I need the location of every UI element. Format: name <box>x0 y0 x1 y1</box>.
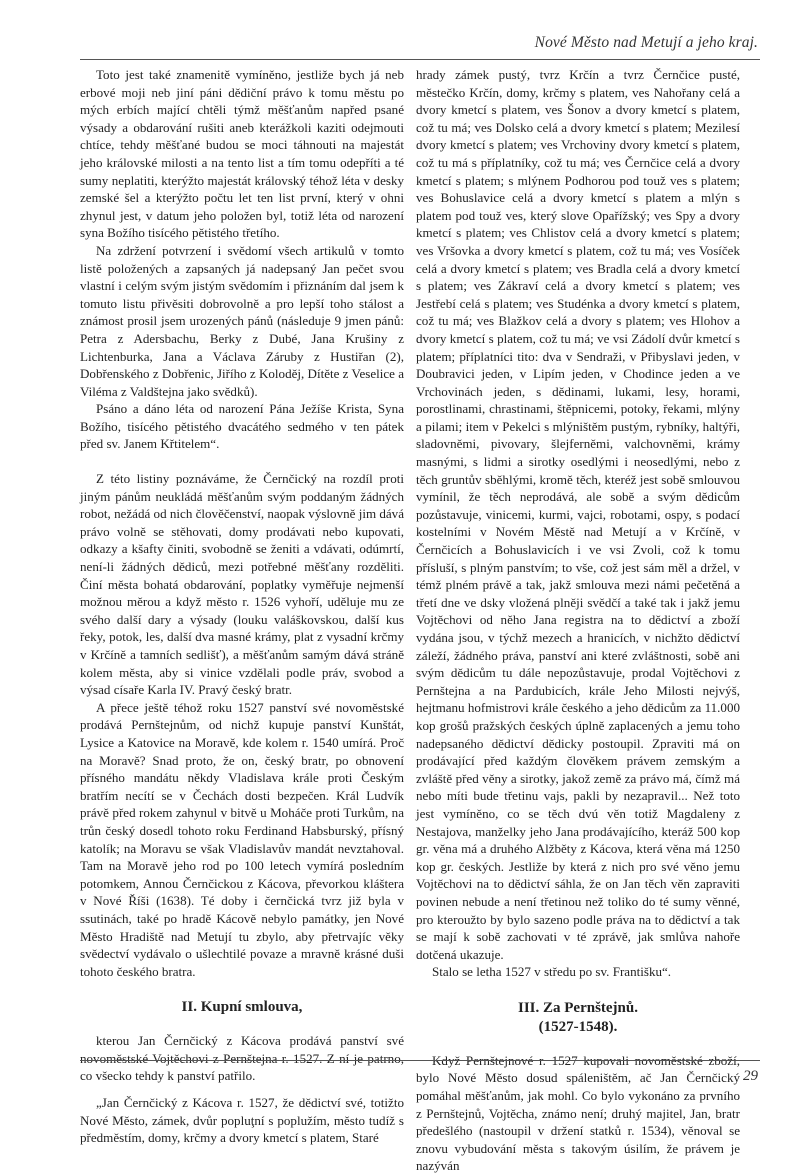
section-title-kupni-smlouva: II. Kupní smlouva, <box>181 999 303 1016</box>
left-column <box>80 66 405 1146</box>
paragraph-gap <box>80 1085 404 1094</box>
paragraph-gap <box>80 453 404 470</box>
section-title-za-pernstejnu <box>416 999 740 1037</box>
footer-divider <box>80 1060 760 1061</box>
paragraph-dating: Psáno a dáno léta od narození Pána Ježíše Krista, Syna Božího, tisícého pětistého dvacátého sedmého v ten pátek před sv. Janem Křtitelem“. <box>80 401 404 452</box>
paragraph-sale-to-pernstejn: A přece ještě téhož roku 1527 panství své novoměstské prodává Pernštejnům, od nichž kupuje panství Kunštát, Lysice a Katovice na Moravě, kde kolem r. 1540 umírá. Proč na Moravě? Snad proto, že on, český bratr, po obnovení přísného mandátu někdy Vladislava krále proti Českým bratřím necítí se v Čechách dosti bezpečen. Král Ludvík právě před rokem zahynul v bitvě u Moháče proti Turkům, na trůn český dosedl tohoto roku Ferdinand Habsburský, přísný katolík; na Moravu se však Vladislavův mandát nevztahoval. Tam na Moravě jeho rod po 100 letech vymírá posledním potomkem, Annou Černčickou z Kácova, převorkou kláštera v Nové Říši (1638). Té doby i černčická tvrz již byla v ssutinách, také po hradě Kácově nebylo památky, jen Nové Město Hradiště nad Metují tu zbylo, aby přetrvajíc věky svědectví vydávalo o ušlechtilé povaze a mravně krásné duši tohoto českého bratra. <box>80 699 404 979</box>
paragraph-seal-witnesses: Na zdržení potvrzení i svědomí všech artikulů v tomto listě položených a zapsaných já nadepsaný Jan pečet svou vlastní i celým svým jistým svědomím i přiznáním dal jsem k tomuto listu přivěsiti dobrovolně a pro lepší toho stálost a známost prosil jsem urozených pánů (následuje 9 jmen pánů: Petra z Adersbachu, Berky z Dubé, Jana Krušiny z Lichtenburka, Jana a Václava Záruby z Hustiřan (2), Dobřenského z Dobřenic, Jiřího z Koloděj, Dítěte z Veselice a Viléma z Valdštejna jako svědků). <box>80 242 405 399</box>
paragraph-contract-date: Stalo se letha 1527 v středu po sv. Františku“. <box>432 964 672 980</box>
paragraph-pernstejn-era: Když Pernštejnové r. 1527 kupovali novoměstské zboží, bylo Nové Město dosud spáleništěm, ač Jan Černčický pomáhal měšťanům, jak mohl. Co bylo vykonáno za prvního z Pernštejnů, Vojtěcha, známo není; druhý majitel, Jan, bratr předešlého (nastoupil v držení statků r. 1534), věnoval se znovu vybudování města s takovým úsilím, že právem je nazýván <box>416 1052 740 1174</box>
section-title-text: III. Za Pernštejnů. <box>517 999 638 1016</box>
paragraph-commentary: Z této listiny poznáváme, že Černčický na rozdíl proti jiným pánům neukládá měšťanům svým poddaným žádných robot, nežádá od nich člověčenství, naopak výslovně jim dává právo volně se stěhovati, domy prodávati nebo kupovati, odkazy a kšafty činiti, svobodně se ženiti a vdávati, odúmrtí, není-li žádných dědiců, mezi potřebné měšťany rozděliti. Činí města bohatá obdarování, poplatky vyměřuje nejmenší možnou měrou a když město r. 1526 vyhoří, uděluje mu ze svého další dary a výsady (louku valáškovskou, další kus řeky, potok, les, další dva masné krámy, plat z vysadní krčmy v Krčíně a tamních sedlišť), a měšťanům samým dává stráně kolem města, aby si vinice vzdělali podle práv, svobod a výsad císaře Karla IV. Pravý český bratr. <box>80 471 404 698</box>
paragraph-contract-quote-continued: hrady zámek pustý, tvrz Krčín a tvrz Černčice pusté, městečko Krčín, domy, krčmy s platem, ves Nahořany celá a dvory kmetcí s platem, ves Šonov a dvory kmetcí s platem, což tu má; ves Dolsko celá a dvory kmetcí s platem; Mezilesí dvory kmetcí s platem; ves Vrchoviny dvory kmetcí s platem, což tu má s příplatníky, což tu má; ves Černčice celá a dvory kmetcí s platem; s mlýnem Podhorou pod touž ves s platem; ves Bohuslavice celá a dvory kmetcí s platem a mlýn s platem pod touž ves, který slove Opařížský; ves Spy a dvory kmetcí s platem; ves Chlistov celá a dvory kmetcí s platem; ves Vršovka a dvory kmetcí s platem, což tu má; ves Vosíček celá a dvory kmetcí s platem; ves Bradla celá a dvory kmetcí s platem; ves Zákraví celá a dvory kmetcí s platem; ves Jestřebí celá s platem; ves Studénka a dvory kmetcí s platem, což tu má; ves Blažkov celá a dvory s platem; ves Hlohov a dvory kmetcí s platem, což tu má; ve vsi Zádolí dvůr kmetcí s platem; příplatníci tito: dva v Sendraži, v Přibyslavi jeden, v Doubravici jeden, v Lipím jeden, v Chodince jeden a ve Vrchovinách jeden, s dědinami, lukami, lesy, horami, porostlinami, chrastinami, štěpnicemi, potoky, řekami, mlýny a pilami; item v Pekelci s mlýništěm pustým, rybníky, haltýři, sladovněmi, pivovary, šlejferněmi, valchovněmi, krámy masnými, s lidmi a sirotky osedlými i neosedlými, nebo z těch gruntův sběhlými, kromě těch, kteréž jest sobě smlouvou vymínil, že těch neprodává, ale sobě a svým dědicům pozůstavuje, vinicemi, kurmi, vajci, robotami, ospy, s podací kostelními v Novém Městě nad Metují a v Krčíně, v Černčicích a Bohuslavicích i ve vsi Zvoli, což k tomu přísluší, s plným panstvím; to vše, což jest sám měl a držel, v témž plném právě a tak, jakž smlouva mezi námi pečetěná a třetí dne ve dsky vložená plněji svědčí a také tak i jakž jemu Vojtěchovi od něho Jana registra na to dědictví a zboží vydána jsou, v týchž mezech a hranicích, v nichžto dědictví záleží, žádného práva, panství ani které zvláštnosti, sobě ani svým dědicům tu dále nepozůstavuje, prodal Vojtěchovi z Pernštejna a na Pardubicích, krále Jeho Milosti nejvýš, hejtmanu hofmistrovi krále českého a jeho dědicům za 11.000 kop grošů pražských českých úplně zaplacených a jemu toho nadepsaného dědictví dědicky postoupil. Zpraviti má on prodávající před každým člověkem právem zemským a zvláště před věny a sirotky, jakož země za právo má, čímž má nebo míti bude třetinu vajs, pakli by nezapravil... Než toto jest vymíněno, co se těch dvú věn totiž Magdaleny z Nestajova, manželky jeho Jana prodávajícího, kteráž 500 kop gr. věna má a druhého Alžběty z Kácova, která věna má 1250 kop gr. českých. Jestliže by která z nich pro své věno jemu Vojtěchovi na to dědictví sáhla, že on Jan těch věn zapraviti povinen nebude a není třetinou než toliko do té sumy věnné, pro kteroužto by bylo sazeno podle práva na to dědictví a tak se mají k sobě zachovati v té zprávě, jak smlůva nahoře dotčená ukazuje. <box>416 67 740 962</box>
section-title-years: (1527-1548). <box>538 1018 618 1035</box>
paragraph-privileges: Toto jest také znamenitě vymíněno, jestliže bych já neb erbové moji neb jiní páni dědiční právo k tomu městu po mých erbích mající chtěli týmž měšťanům napřed psané výsady a obdarování rušiti aneb kterážkoli kaziti odejmouti chtíce, tehdy měšťané budou se moci táhnouti na majestát jeho královské milosti a na tento list a tím tomu odepříti a té sumy neplatiti, kterýžto majestát královský téhož léta v desky zemské šel a kterýžto počtu let ten list první, který v ohni zhynul jest, v datum jeho položen byl, totiž léta od narození syna Božího tisícého pětistého třetího. <box>80 67 404 241</box>
paragraph-contract-quote-start: „Jan Černčický z Kácova r. 1527, že dědictví své, totižto Nové Město, zámek, dvůr popluţní s poplužím, město tudíž s předměstím, domy, krčmy a dvory kmetcí s platem, Staré <box>80 1095 404 1146</box>
right-column <box>416 66 740 1174</box>
page-number: 29 <box>743 1068 758 1084</box>
header-divider <box>80 59 760 60</box>
running-header-title: Nové Město nad Metují a jeho kraj. <box>534 34 758 51</box>
paragraph-contract-intro: kterou Jan Černčický z Kácova prodává panství své novoměstské Vojtěchovi z Pernštejna r. 1527. Z ní je patrno, co všecko tehdy k panství patřilo. <box>80 1033 404 1084</box>
